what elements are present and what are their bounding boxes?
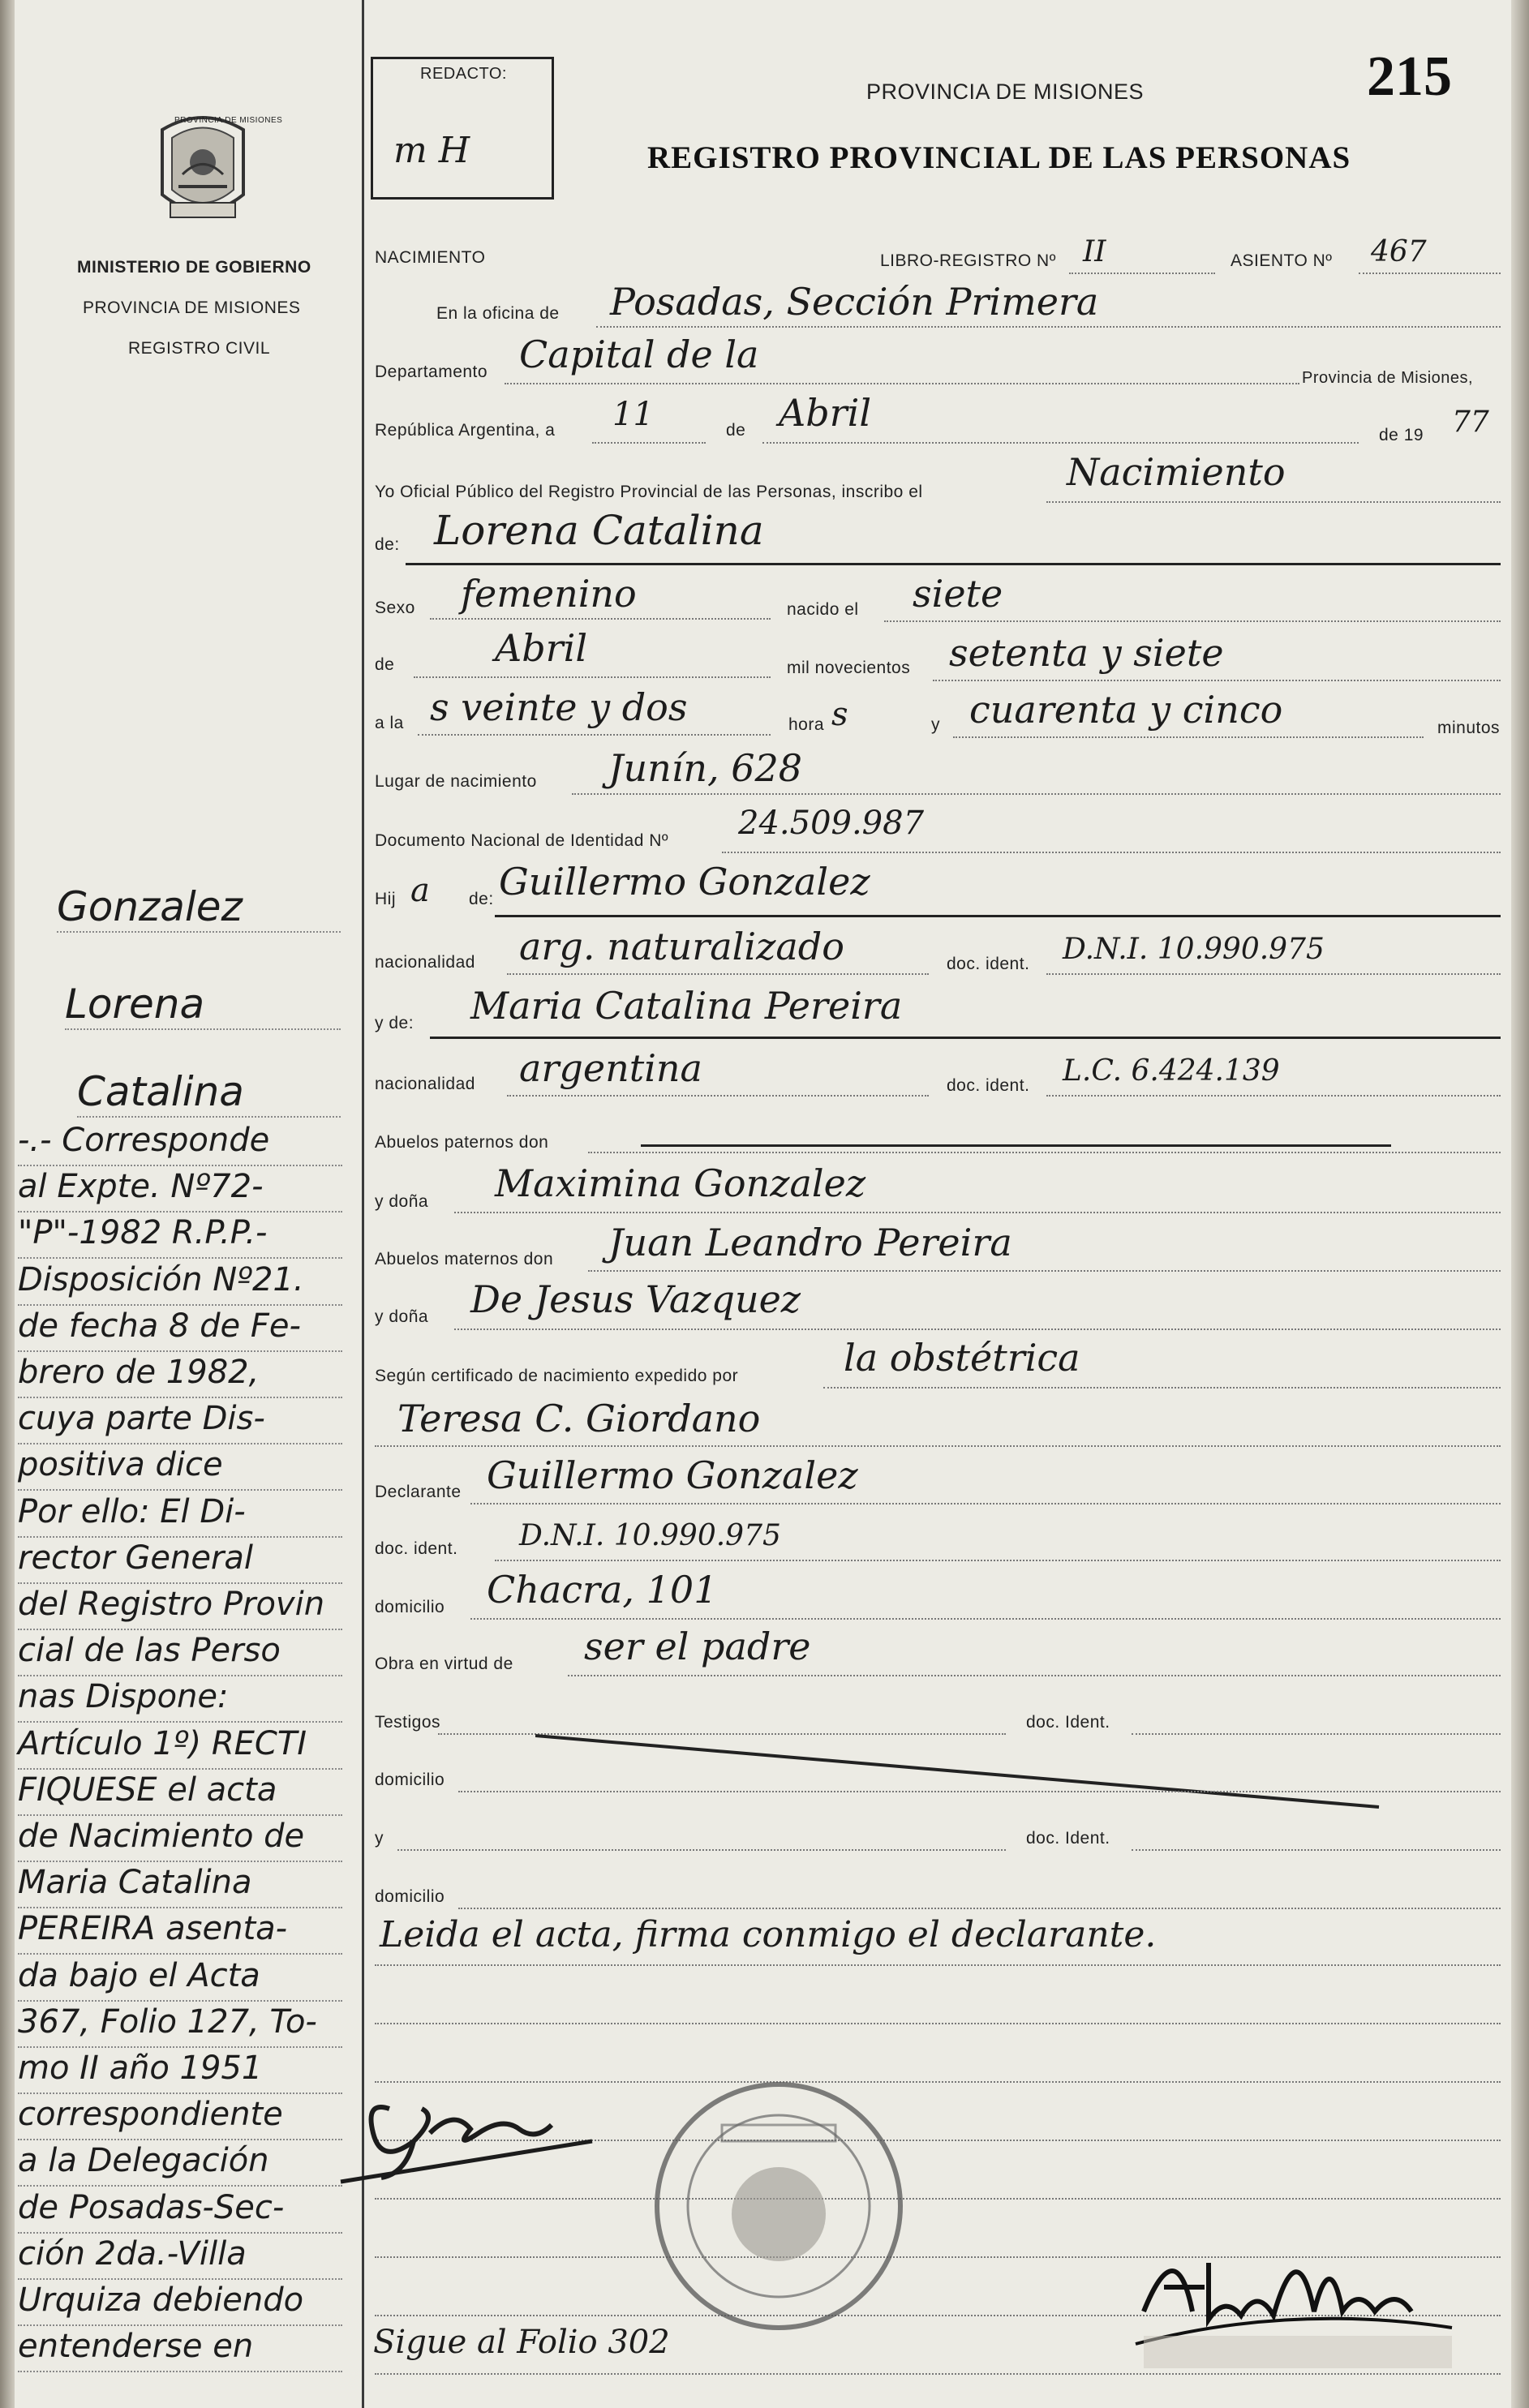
margin-note-line: Disposición Nº21. [18,1257,342,1306]
margin-note-line: positiva dice [18,1442,342,1491]
registry-label: REGISTRO CIVIL [128,339,271,358]
provincia-suffix: Provincia de Misiones, [1302,369,1474,387]
asiento-label: ASIENTO Nº [1231,251,1333,270]
abuelos-pat-label: Abuelos paternos don [375,1133,549,1152]
sexo-label: Sexo [375,599,415,617]
declarante-value: Guillermo Gonzalez [487,1453,858,1497]
margin-note-line: da bajo el Acta [18,1953,342,2002]
binding-edge [0,0,15,2408]
declarante-label: Declarante [375,1483,462,1501]
yde-label: y de: [375,1014,414,1032]
domicilio-value: Chacra, 101 [487,1568,718,1612]
margin-note-line: -.- Corresponde [18,1118,342,1166]
docident5-label: doc. Ident. [1026,1829,1110,1848]
anio-value: 77 [1452,406,1489,439]
de2-label: de [375,655,395,674]
margin-note-line: cuya parte Dis- [18,1396,342,1444]
padre-doc-value: D.N.I. 10.990.975 [1063,933,1325,966]
domicilio-label: domicilio [375,1598,445,1616]
domicilio3-label: domicilio [375,1887,445,1906]
lugar-value: Junín, 628 [608,746,803,790]
asiento-value: 467 [1371,235,1427,268]
docident4-label: doc. Ident. [1026,1713,1110,1732]
margin-note-line: de fecha 8 de Fe- [18,1303,342,1352]
margin-note-line: "P"-1982 R.P.P.- [18,1210,342,1259]
registry-title: REGISTRO PROVINCIAL DE LAS PERSONAS [647,140,1351,175]
margin-note-line: PEREIRA asenta- [18,1906,342,1955]
margin-note-line: entenderse en [18,2324,342,2372]
docident2-label: doc. ident. [947,1076,1030,1095]
coat-of-arms-icon [146,105,260,235]
de-colon-label: de: [375,535,400,554]
madre-value: Maria Catalina Pereira [470,984,903,1028]
margin-note-line: Artículo 1º) RECTI [18,1721,342,1770]
hij-de-label: de: [469,890,494,908]
official-stamp-icon [649,2076,908,2336]
oficina-label: En la oficina de [436,304,560,323]
margin-note-line: correspondiente [18,2092,342,2140]
abuela-mat-value: De Jesus Vazquez [470,1277,801,1321]
nacionalidad-label: nacionalidad [375,953,475,972]
margin-note-line: Catalina [77,1069,341,1118]
margin-note-line: Lorena [65,981,341,1030]
madre-nac-value: argentina [519,1046,702,1090]
page-number: 215 [1367,45,1452,108]
province-label: PROVINCIA DE MISIONES [83,298,301,317]
margin-note-line: del Registro Provin [18,1582,342,1630]
act-type-label: NACIMIENTO [375,248,486,267]
hij-label: Hij [375,890,396,908]
seal-text: PROVINCIA DE MISIONES [174,116,283,125]
horas-value: s veinte y dos [430,685,688,729]
margin-note-line: Maria Catalina [18,1860,342,1908]
dni-value: 24.509.987 [738,805,925,842]
departamento-label: Departamento [375,363,488,381]
page-edge [1511,0,1529,2408]
hij-suffix: a [410,872,430,909]
tipo-value: Nacimiento [1067,450,1286,494]
margin-note-line: Urquiza debiendo [18,2277,342,2326]
abuelos-mat-label: Abuelos maternos don [375,1250,554,1268]
margin-note-line: mo II año 1951 [18,2045,342,2094]
sigue-value: Sigue al Folio 302 [373,2324,670,2361]
sexo-value: femenino [461,572,637,616]
y2-label: y [375,1829,384,1848]
de19-label: de 19 [1379,426,1424,444]
margin-note-line: brero de 1982, [18,1350,342,1398]
mes-value: Abril [779,391,872,435]
margin-note-line: de Posadas-Sec- [18,2185,342,2234]
obra-value: ser el padre [584,1625,811,1668]
minutos-label: minutos [1437,719,1501,737]
padre-nac-value: arg. naturalizado [519,925,844,968]
certificado-value: la obstétrica [844,1336,1080,1380]
horas-label: hora [788,715,825,734]
madre-doc-value: L.C. 6.424.139 [1063,1054,1280,1088]
ydona-label: y doña [375,1192,429,1211]
margin-note-line: Por ello: El Di- [18,1489,342,1538]
margin-note-line: rector General [18,1535,342,1584]
horas-suffix: s [831,696,848,733]
domicilio2-label: domicilio [375,1771,445,1789]
margin-note-line: nas Dispone: [18,1674,342,1723]
certificado-label: Según certificado de nacimiento expedido por [375,1367,739,1385]
ydona2-label: y doña [375,1307,429,1326]
libro-value: II [1083,235,1106,268]
nacido-value: siete [913,572,1003,616]
margin-rule [362,0,364,2408]
official-signature-icon [1127,2214,1468,2376]
nombre-value: Lorena Catalina [434,507,764,554]
province-header: PROVINCIA DE MISIONES [866,79,1145,104]
lugar-label: Lugar de nacimiento [375,772,537,791]
obstetrica-value: Teresa C. Giordano [397,1397,761,1440]
docident3-label: doc. ident. [375,1539,458,1558]
testigos-label: Testigos [375,1713,441,1732]
mil-label: mil novecientos [787,659,911,677]
margin-note-line: Gonzalez [57,884,341,933]
margin-note-line: cial de las Perso [18,1628,342,1676]
ala-label: a la [375,714,404,732]
ministry-label: MINISTERIO DE GOBIERNO [77,258,311,277]
redacto-initials: m H [393,130,470,171]
y-label: y [931,715,940,734]
republica-label: República Argentina, a [375,421,556,440]
margin-note-line: al Expte. Nº72- [18,1164,342,1213]
oficial-label: Yo Oficial Público del Registro Provincial de las Personas, inscribo el [375,483,923,501]
margin-note-line: 367, Folio 127, To- [18,1999,342,2048]
oficina-value: Posadas, Sección Primera [610,280,1099,324]
anio2-value: setenta y siete [949,631,1224,675]
libro-label: LIBRO-REGISTRO Nº [880,251,1056,270]
departamento-value: Capital de la [519,333,759,376]
mes2-value: Abril [495,626,588,670]
margin-note-line: a la Delegación [18,2138,342,2187]
padre-value: Guillermo Gonzalez [499,860,870,904]
leida-value: Leida el acta, firma conmigo el declarante. [380,1914,1157,1955]
abuelo-mat-value: Juan Leandro Pereira [608,1221,1012,1264]
nacionalidad2-label: nacionalidad [375,1075,475,1093]
dia-value: 11 [612,396,654,433]
docident-label: doc. ident. [947,955,1030,973]
nacido-label: nacido el [787,600,859,619]
dni-label: Documento Nacional de Identidad Nº [375,831,669,850]
margin-note-line: de Nacimiento de [18,1814,342,1862]
minutos-value: cuarenta y cinco [969,688,1283,732]
redacto-label: REDACTO: [420,65,507,83]
margin-note-line: FIQUESE el acta [18,1767,342,1816]
obra-label: Obra en virtud de [375,1655,513,1673]
de-label: de [726,421,746,440]
margin-note-line: ción 2da.-Villa [18,2231,342,2280]
strike-line [535,1728,1387,1817]
abuela-pat-value: Maximina Gonzalez [495,1161,866,1205]
declarante-doc-value: D.N.I. 10.990.975 [519,1519,781,1552]
declarant-signature-icon [333,2084,600,2190]
